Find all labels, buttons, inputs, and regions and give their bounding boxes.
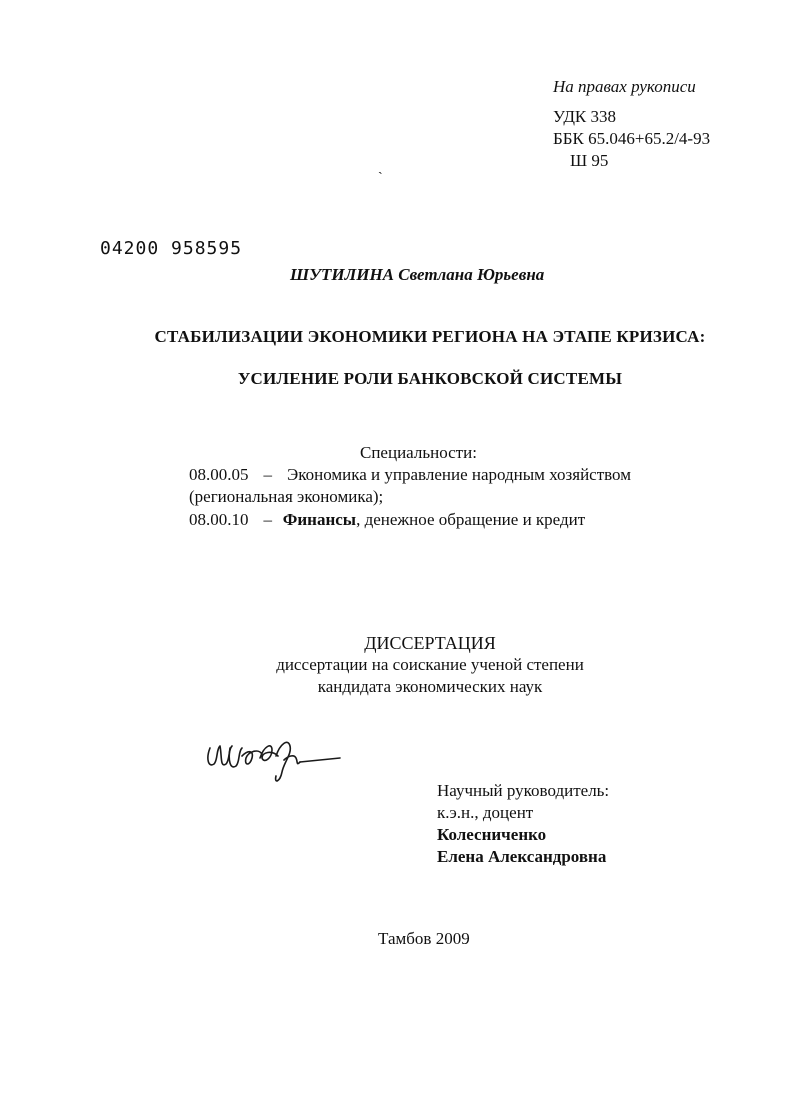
bbk-code: ББК 65.046+65.2/4-93: [553, 129, 711, 148]
author-name: ШУТИЛИНА Светлана Юрьевна: [290, 265, 545, 284]
specialty-item-2: [189, 509, 585, 531]
supervisor-given-names: Елена Александровна: [437, 847, 607, 866]
supervisor-surname: Колесниченко: [437, 825, 547, 844]
work-type-line-2: кандидата экономических наук: [317, 677, 543, 696]
work-type-heading: ДИССЕРТАЦИЯ: [364, 633, 496, 653]
archive-number: 04200 958595: [100, 238, 243, 259]
specialty-name-bold: Финансы: [282, 510, 357, 529]
title-line-2: УСИЛЕНИЕ РОЛИ БАНКОВСКОЙ СИСТЕМЫ: [237, 369, 623, 388]
specialty-code: 08.00.05: [189, 465, 249, 484]
specialties-heading: Специальности:: [360, 443, 477, 462]
specialty-code: 08.00.10: [189, 510, 249, 529]
stray-mark: ˎ: [378, 160, 383, 175]
author-sign: Ш 95: [570, 151, 609, 170]
specialty-item-1-continuation: (региональная экономика);: [189, 487, 384, 506]
specialty-name-rest: , денежное обращение и кредит: [356, 510, 586, 529]
specialty-item-1: [189, 464, 631, 486]
specialty-dash: –: [263, 510, 272, 529]
specialty-name: Экономика и управление народным хозяйством: [287, 465, 631, 484]
signature-image: [200, 728, 350, 788]
work-type-line-1: диссертации на соискание ученой степени: [276, 655, 584, 674]
title-line-1: СТАБИЛИЗАЦИИ ЭКОНОМИКИ РЕГИОНА НА ЭТАПЕ КРИЗИСА:: [154, 327, 706, 346]
supervisor-label: Научный руководитель:: [437, 781, 610, 800]
supervisor-degree: к.э.н., доцент: [437, 803, 534, 822]
specialty-dash: –: [263, 465, 272, 484]
udk-code: УДК 338: [553, 107, 617, 126]
rights-note: На правах рукописи: [553, 77, 696, 96]
city-year: Тамбов 2009: [378, 929, 470, 948]
